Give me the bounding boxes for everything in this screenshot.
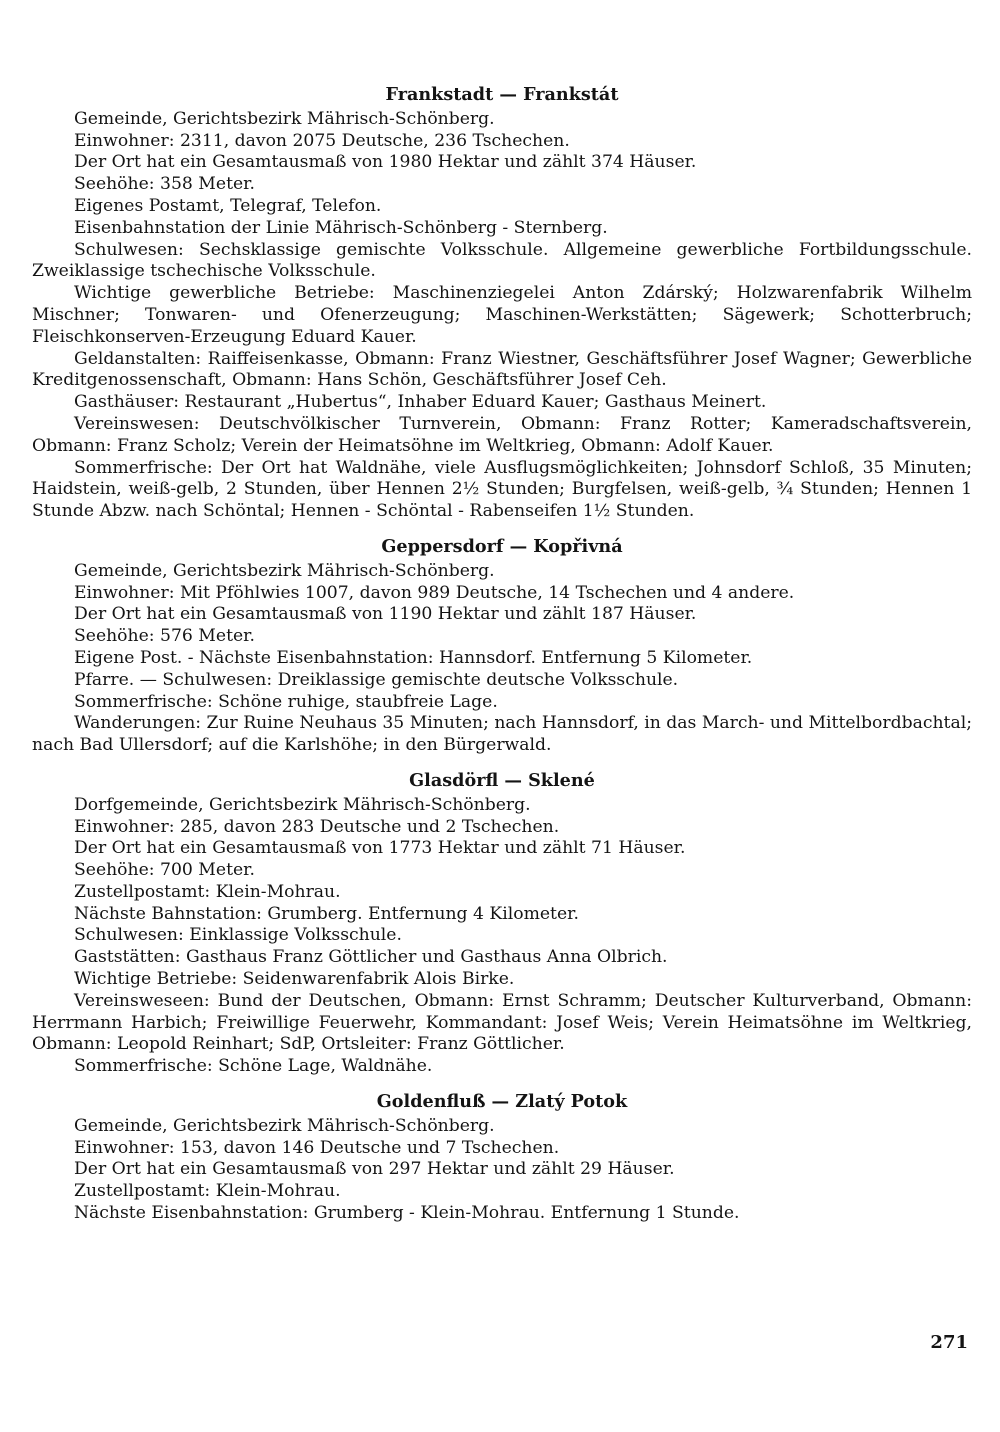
entry-line: Nächste Eisenbahnstation: Grumberg - Klein-Mohrau. Entfernung 1 Stunde. <box>74 1203 740 1224</box>
entry-line: Gasthäuser: Restaurant „Hubertus“, Inhaber Eduard Kauer; Gasthaus Meinert. <box>74 392 767 413</box>
entry-title: Frankstadt — Frankstát <box>385 84 619 105</box>
page-number: 271 <box>930 1332 968 1353</box>
entry-geppersdorf <box>32 536 972 757</box>
entry-line: Der Ort hat ein Gesamtausmaß von 297 Hektar und zählt 29 Häuser. <box>74 1159 675 1180</box>
entry-title: Glasdörfl — Sklené <box>409 769 595 791</box>
entry-line: Einwohner: 2311, davon 2075 Deutsche, 236 Tschechen. <box>74 130 570 151</box>
entry-line: Sommerfrische: Schöne Lage, Waldnähe. <box>74 1056 433 1077</box>
entry-line: Seehöhe: 700 Meter. <box>74 860 255 881</box>
entry-line: Eigene Post. - Nächste Eisenbahnstation: Hannsdorf. Entfernung 5 Kilometer. <box>74 647 753 668</box>
entry-title: Geppersdorf — Kopřivná <box>381 535 623 557</box>
entry-line: Geldanstalten: Raiffeisenkasse, Obmann: Franz Wiestner, Geschäftsführer Josef Wagner; Gewerbliche Kreditgenossenschaft, Obmann: Hans Schön, Geschäftsführer Josef Ceh. <box>32 348 972 391</box>
entry-line: Wichtige Betriebe: Seidenwarenfabrik Alois Birke. <box>74 969 515 990</box>
entry-title: Goldenfluß — Zlatý Potok <box>376 1091 628 1113</box>
entry-line: Der Ort hat ein Gesamtausmaß von 1190 Hektar und zählt 187 Häuser. <box>74 604 697 625</box>
entry-line: Gemeinde, Gerichtsbezirk Mährisch-Schönberg. <box>74 560 495 581</box>
entry-line: Zustellpostamt: Klein-Mohrau. <box>74 1181 341 1202</box>
entry-glasdoerfl <box>32 770 972 1078</box>
entry-line: Der Ort hat ein Gesamtausmaß von 1980 Hektar und zählt 374 Häuser. <box>74 152 697 173</box>
entry-line: Schulwesen: Sechsklassige gemischte Volksschule. Allgemeine gewerbliche Fortbildungsschule. Zweiklassige tschechische Volksschule. <box>32 239 972 282</box>
entry-line: Nächste Bahnstation: Grumberg. Entfernung 4 Kilometer. <box>74 903 579 924</box>
entry-line: Gemeinde, Gerichtsbezirk Mährisch-Schönberg. <box>74 108 495 129</box>
entry-line: Eigenes Postamt, Telegraf, Telefon. <box>74 195 382 216</box>
entry-line: Sommerfrische: Schöne ruhige, staubfreie Lage. <box>74 691 498 712</box>
entry-line: Einwohner: 153, davon 146 Deutsche und 7 Tschechen. <box>74 1137 560 1158</box>
entry-goldenfluss <box>32 1091 972 1225</box>
entry-line: Gemeinde, Gerichtsbezirk Mährisch-Schönberg. <box>74 1115 495 1136</box>
entry-line: Der Ort hat ein Gesamtausmaß von 1773 Hektar und zählt 71 Häuser. <box>74 838 686 859</box>
entry-line: Eisenbahnstation der Linie Mährisch-Schönberg - Sternberg. <box>74 217 608 238</box>
entry-line: Sommerfrische: Der Ort hat Waldnähe, viele Ausflugsmöglichkeiten; Johnsdorf Schloß, 35 Minuten; Haidstein, weiß-gelb, 2 Stunden, über Hennen 2½ Stunden; Burgfelsen, weiß-gelb, ¾ Stunden; Hennen 1 Stunde Abzw. nach Schöntal; Hennen - Schöntal - Rabenseifen 1½ Stunden. <box>32 457 972 522</box>
entry-line: Seehöhe: 576 Meter. <box>74 626 255 647</box>
entry-line: Vereinswesen: Deutschvölkischer Turnverein, Obmann: Franz Rotter; Kameradschaftsverein, Obmann: Franz Scholz; Verein der Heimatsöhne im Weltkrieg, Obmann: Adolf Kauer. <box>32 413 972 456</box>
entry-line: Einwohner: 285, davon 283 Deutsche und 2 Tschechen. <box>74 816 560 837</box>
entry-line: Schulwesen: Einklassige Volksschule. <box>74 925 402 946</box>
entry-line: Einwohner: Mit Pföhlwies 1007, davon 989 Deutsche, 14 Tschechen und 4 andere. <box>74 582 795 603</box>
entry-line: Pfarre. — Schulwesen: Dreiklassige gemischte deutsche Volksschule. <box>74 669 679 690</box>
entry-line: Gaststätten: Gasthaus Franz Göttlicher und Gasthaus Anna Olbrich. <box>74 947 668 968</box>
entry-line: Wichtige gewerbliche Betriebe: Maschinenziegelei Anton Zdárský; Holzwarenfabrik Wilhelm Mischner; Tonwaren- und Ofenerzeugung; Maschinen-Werkstätten; Sägewerk; Schotterbruch; Fleischkonserven-Erzeugung Eduard Kauer. <box>32 283 972 347</box>
entry-line: Zustellpostamt: Klein-Mohrau. <box>74 881 341 902</box>
entry-line: Vereinsweseen: Bund der Deutschen, Obmann: Ernst Schramm; Deutscher Kulturverband, Obmann: Herrmann Harbich; Freiwillige Feuerwehr, Kommandant: Josef Weis; Verein Heimatsöhne im Weltkrieg, Obmann: Leopold Reinhart; SdP, Ortsleiter: Franz Göttlicher. <box>32 990 972 1055</box>
entry-line: Wanderungen: Zur Ruine Neuhaus 35 Minuten; nach Hannsdorf, in das March- und Mittelbordbachtal; nach Bad Ullersdorf; auf die Karlshöhe; in den Bürgerwald. <box>32 713 972 756</box>
entry-line: Dorfgemeinde, Gerichtsbezirk Mährisch-Schönberg. <box>74 794 531 815</box>
entry-frankstadt <box>32 84 972 523</box>
entry-line: Seehöhe: 358 Meter. <box>74 174 255 195</box>
